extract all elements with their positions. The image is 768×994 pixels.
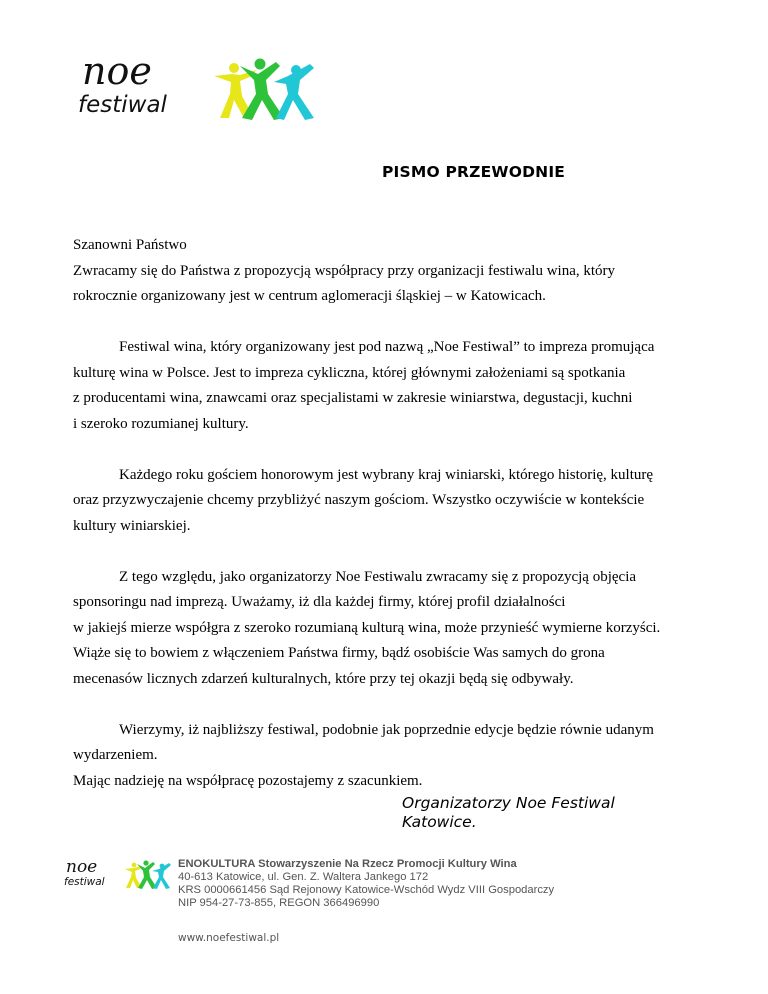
paragraph-line: mecenasów licznych zdarzeń kulturalnych, które przy tej okazji będą się odbywały. [73,670,574,687]
paragraph-line: Z tego względu, jako organizatorzy Noe Festiwalu zwracamy się z propozycją objęcia [119,568,637,585]
noe-festiwal-logo [74,48,324,128]
paragraph-line: z producentami wina, znawcami oraz specjalistami w zakresie winiarstwa, degustacji, kuchni [73,390,633,406]
cyan-figure-icon [274,64,314,120]
paragraph-line: Festiwal wina, który organizowany jest pod nazwą „Noe Festiwal” to impreza promująca [119,339,655,355]
paragraph-1 [73,259,713,310]
footer-krs: KRS 0000661456 Sąd Rejonowy Katowice-Wschód Wydz VIII Gospodarczy [178,884,555,896]
signature-block [402,794,615,832]
paragraph-line: Wierzymy, iż najbliższy festiwal, podobnie jak poprzednie edycje będzie równie udanym [119,721,654,738]
footer-logo-word-noe: noe [66,857,98,877]
paragraph-line: Każdego roku gościem honorowym jest wybrany kraj winiarski, którego historię, kulturę [119,466,654,483]
paragraph-2 [73,335,713,437]
paragraph-line: w jakiejś mierze współgra z szeroko rozumianą kulturą wina, może przynieść wymierne korzyści. [73,619,661,636]
paragraph-line: rokrocznie organizowany jest w centrum aglomeracji śląskiej – w Katowicach. [73,288,546,304]
closing-line: Mając nadzieję na współpracę pozostajemy z szacunkiem. [73,772,423,789]
paragraph-3 [73,463,713,540]
footer-address: 40-613 Katowice, ul. Gen. Z. Waltera Jankego 172 [178,871,429,883]
salutation: Szanowni Państwo [73,237,187,253]
footer-logo-graphic [62,856,172,892]
paragraph-line: Zwracamy się do Państwa z propozycją współpracy przy organizacji festiwalu wina, który [73,262,616,279]
paragraph-line: kultury winiarskiej. [73,517,191,534]
footer-logo [62,856,172,892]
logo-word-festiwal: festiwal [78,92,167,118]
paragraph-line: kulturę wina w Polsce. Jest to impreza cykliczna, której głównymi założeniami są spotkania [73,364,626,381]
footer-green-figure-icon [137,860,157,889]
paragraph-line: i szeroko rozumianej kultury. [73,415,249,432]
footer-cyan-figure-icon [152,863,171,889]
logo-graphic [74,48,324,128]
footer-org-name: ENOKULTURA Stowarzyszenie Na Rzecz Promocji Kultury Wina [178,858,517,870]
footer-logo-word-festiwal: festiwal [64,876,105,888]
signature-name: Organizatorzy Noe Festiwal [402,794,615,812]
green-figure-icon [240,59,284,121]
logo-word-noe: noe [82,49,152,93]
paragraph-line: oraz przyzwyczajenie chcemy przybliżyć naszym gościom. Wszystko oczywiście w kontekście [73,492,645,508]
paragraph-line: wydarzeniem. [73,747,158,763]
document-title: PISMO PRZEWODNIE [382,163,566,181]
signature-city: Katowice. [402,813,477,831]
paragraph-4 [73,565,713,693]
letter-body [73,233,713,794]
paragraph-5 [73,718,713,795]
paragraph-line: sponsoringu nad imprezą. Uważamy, iż dla każdej firmy, której profil działalności [73,594,566,610]
footer-website-link[interactable]: www.noefestiwal.pl [178,932,280,944]
paragraph-line: Wiąże się to bowiem z włączeniem Państwa firmy, bądź osobiście Was samych do grona [73,645,605,661]
footer-contact [178,858,554,910]
footer-nip: NIP 954-27-73-855, REGON 366496990 [178,897,380,909]
